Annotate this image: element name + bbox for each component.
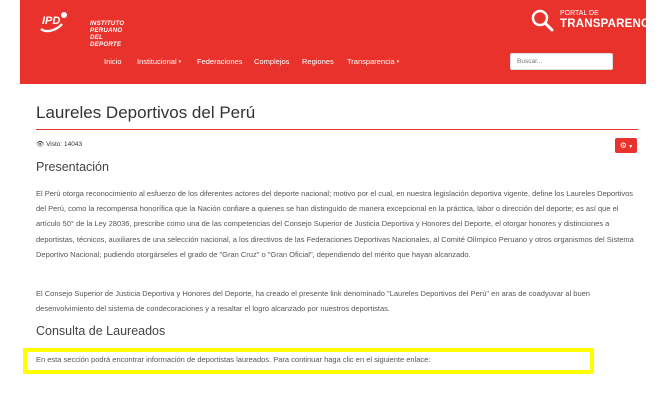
chevron-down-icon: ▾ xyxy=(629,144,633,150)
site-header xyxy=(20,0,662,84)
magnifier-icon xyxy=(530,8,556,34)
section-heading-consulta: Consulta de Laureados xyxy=(36,324,166,338)
page-title: Laureles Deportivos del Perú xyxy=(36,103,256,122)
chevron-down-icon: ▾ xyxy=(396,59,400,65)
search-input[interactable] xyxy=(510,53,613,70)
nav-item-federaciones[interactable]: Federaciones xyxy=(197,57,243,66)
portal-big-label: TRANSPARENCIA xyxy=(560,18,662,30)
gear-icon: ⚙ xyxy=(619,141,627,150)
nav-item-institucional[interactable]: Institucional ▾ xyxy=(137,57,182,66)
consejo-paragraph: El Consejo Superior de Justicia Deportiva y Honores del Deporte, ha creado el presente link denominado "Laureles Deportivos del Perú" en aras de coadyuvar al buen desenvolvimiento del sistema de condecoraciones y a resaltar el logro alcanzado por nuestros deportistas. xyxy=(36,289,590,314)
section-heading-presentacion: Presentación xyxy=(36,160,109,174)
ipd-logo-icon xyxy=(38,9,72,35)
eye-icon: 👁 xyxy=(36,141,45,148)
presentation-paragraph: El Perú otorga reconocimiento al esfuerzo de los diferentes actores del deporte nacional; motivo por el cual, en nuestra legislación deportiva vigente, define los Laureles Deportivos del Perú, como la recompensa honorífica que la Nación confiare a quienes se han distinguido de manera excepcional en la práctica, labor o dirección del deporte; es así que el artículo 50° de la Ley 28036, prescribe como una de las competencias del Consejo Superior de Justicia Deportiva y Honores del Deporte, el otorgar honores y distinciones a deportistas, técnicos, auxiliares de una selección nacional, a los directivos de las Federaciones Deportivas Nacionales, al Comité Olímpico Peruano y otros organismos del Sistema Deportivo Nacional; pudiendo otorgárseles el grado de "Gran Cruz" o "Gran Oficial", dependiendo del mérito que hayan alcanzado. xyxy=(36,189,634,259)
chevron-down-icon: ▾ xyxy=(178,59,182,65)
ipd-logo[interactable] xyxy=(38,9,125,48)
nav-item-transparencia[interactable]: Transparencia ▾ xyxy=(347,57,400,66)
clipped-link-line xyxy=(36,380,156,386)
article-tools-button[interactable] xyxy=(615,138,637,153)
nav-item-complejos[interactable]: Complejos xyxy=(254,57,290,66)
consulta-instruction: En esta sección podrá encontrar información de deportistas laureados. Para continuar haga clic en el siguiente enlace: xyxy=(36,355,431,364)
title-divider xyxy=(36,129,638,130)
svg-text:IPD: IPD xyxy=(42,15,61,27)
view-count: 👁 Visto: 14043 xyxy=(36,141,83,148)
portal-small-label: PORTAL DE xyxy=(560,10,599,17)
nav-item-inicio[interactable]: Inicio xyxy=(104,57,122,66)
logo-text: INSTITUTO PERUANO DEL DEPORTE xyxy=(90,20,125,48)
nav-item-regiones[interactable]: Regiones xyxy=(302,57,334,66)
